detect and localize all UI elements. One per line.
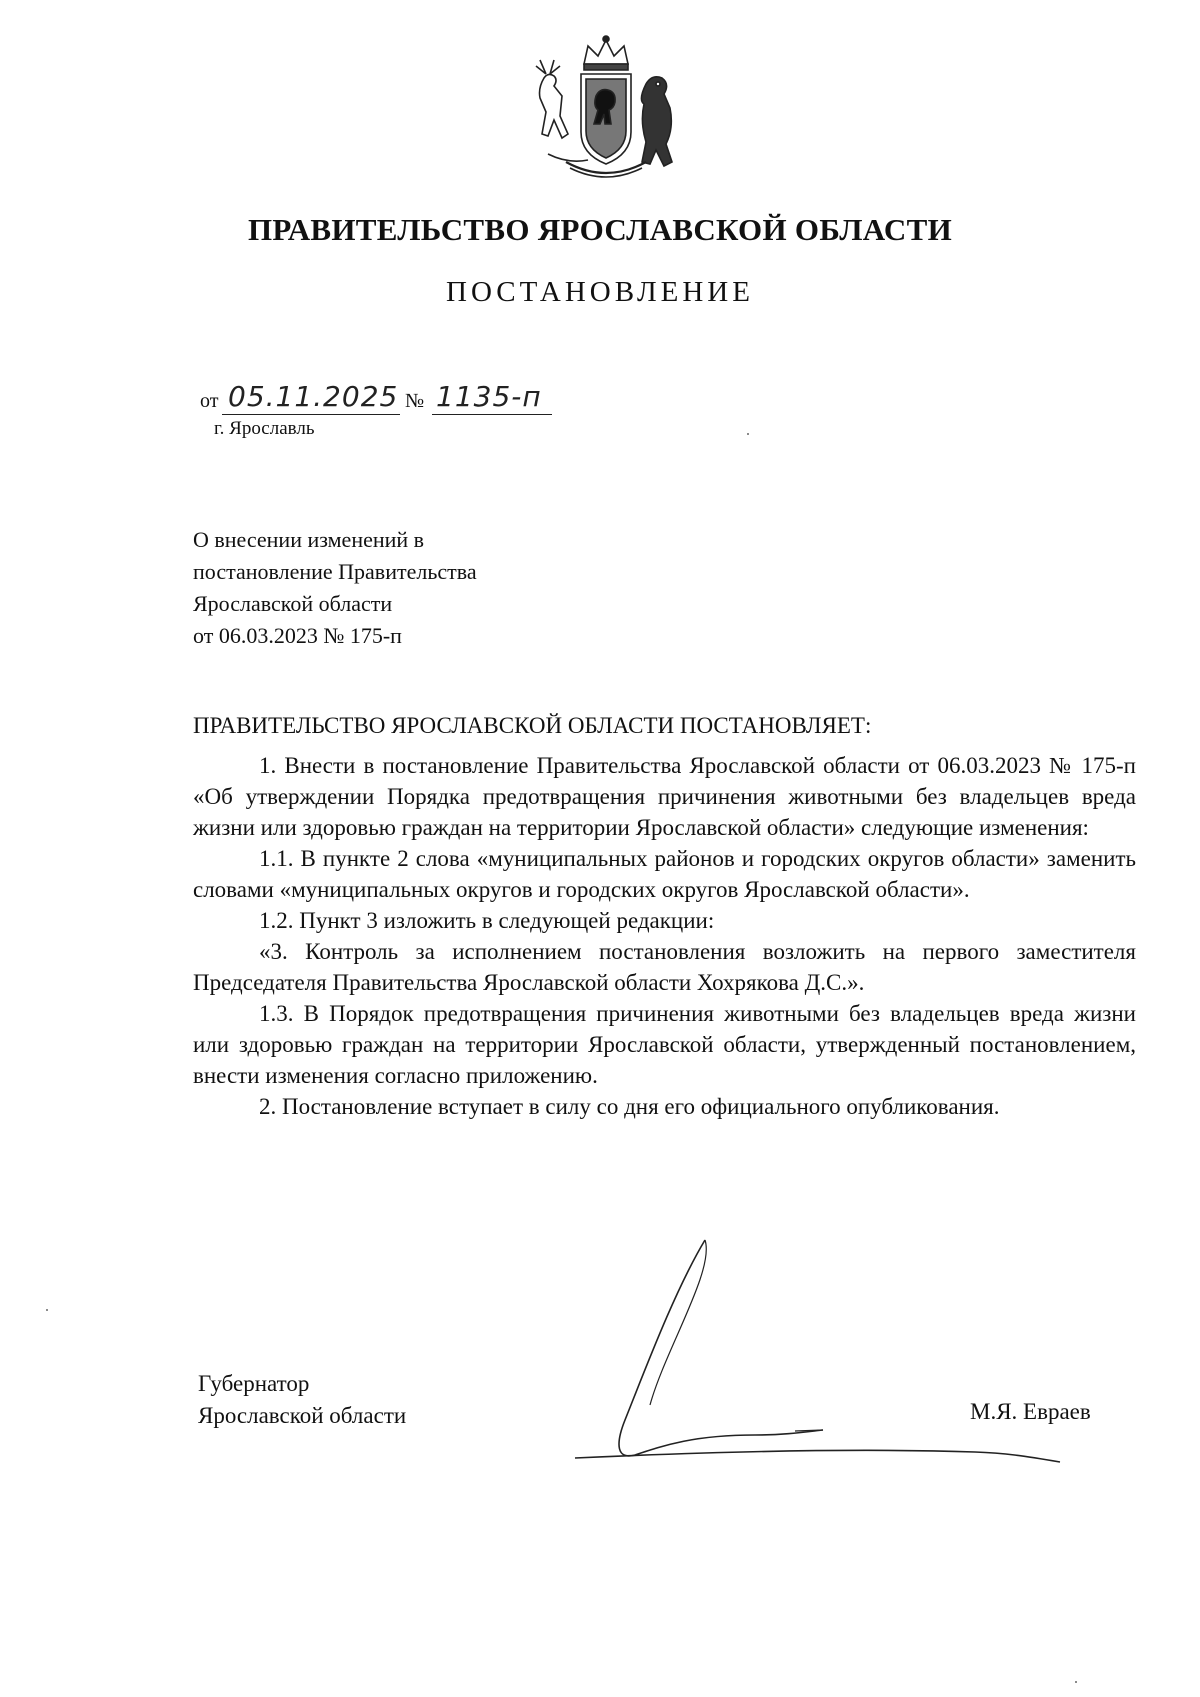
document-type: ПОСТАНОВЛЕНИЕ (446, 276, 754, 308)
date-underline (222, 414, 400, 415)
subject-line: от 06.03.2023 № 175-п (193, 623, 402, 648)
coat-of-arms-icon (526, 34, 686, 184)
scan-speck (747, 433, 749, 435)
registration-line (200, 380, 620, 415)
preamble: ПРАВИТЕЛЬСТВО ЯРОСЛАВСКОЙ ОБЛАСТИ ПОСТАНОВЛЯЕТ: (193, 713, 872, 738)
signatory-role-line: Ярославской области (198, 1403, 407, 1428)
signatory-role (198, 1368, 406, 1432)
scan-speck (46, 1309, 48, 1311)
document-body (193, 750, 1136, 1122)
subject-line: О внесении изменений в (193, 527, 425, 552)
date-from-label: от (200, 390, 219, 412)
body-paragraph: «3. Контроль за исполнением постановления возложить на первого заместителя Председателя Правительства Ярославской области Хохрякова Д.С.». (193, 939, 1136, 995)
registration-date: 05.11.2025 (228, 380, 399, 413)
body-paragraph: 1.2. Пункт 3 изложить в следующей редакции: (259, 908, 715, 933)
signatory-name: М.Я. Евраев (970, 1399, 1091, 1424)
number-underline (432, 414, 552, 415)
city: г. Ярославль (214, 418, 315, 439)
body-paragraph: 1. Внести в постановление Правительства Ярославской области от 06.03.2023 № 175-п «Об утверждении Порядка предотвращения причинения животными без владельцев вреда жизни или здоровью граждан на территории Ярославской области» следующие изменения: (193, 753, 1136, 840)
subject-line: Ярославской области (193, 591, 393, 616)
handwritten-signature (555, 1230, 1075, 1480)
signatory-role-line: Губернатор (198, 1371, 310, 1396)
organization-title: ПРАВИТЕЛЬСТВО ЯРОСЛАВСКОЙ ОБЛАСТИ (248, 212, 952, 247)
subject-line: постановление Правительства (193, 559, 477, 584)
body-paragraph: 1.3. В Порядок предотвращения причинения животными без владельцев вреда жизни или здоровью граждан на территории Ярославской области, утвержденный постановлением, внести изменения согласно приложению. (193, 1001, 1136, 1088)
registration-number: 1135-п (436, 380, 542, 413)
scan-speck (1075, 1681, 1077, 1683)
document-subject (193, 524, 477, 652)
number-label: № (405, 390, 425, 412)
body-paragraph: 2. Постановление вступает в силу со дня его официального опубликования. (259, 1094, 1000, 1119)
body-paragraph: 1.1. В пункте 2 слова «муниципальных районов и городских округов области» заменить словами «муниципальных округов и городских округов Ярославской области». (193, 846, 1136, 902)
